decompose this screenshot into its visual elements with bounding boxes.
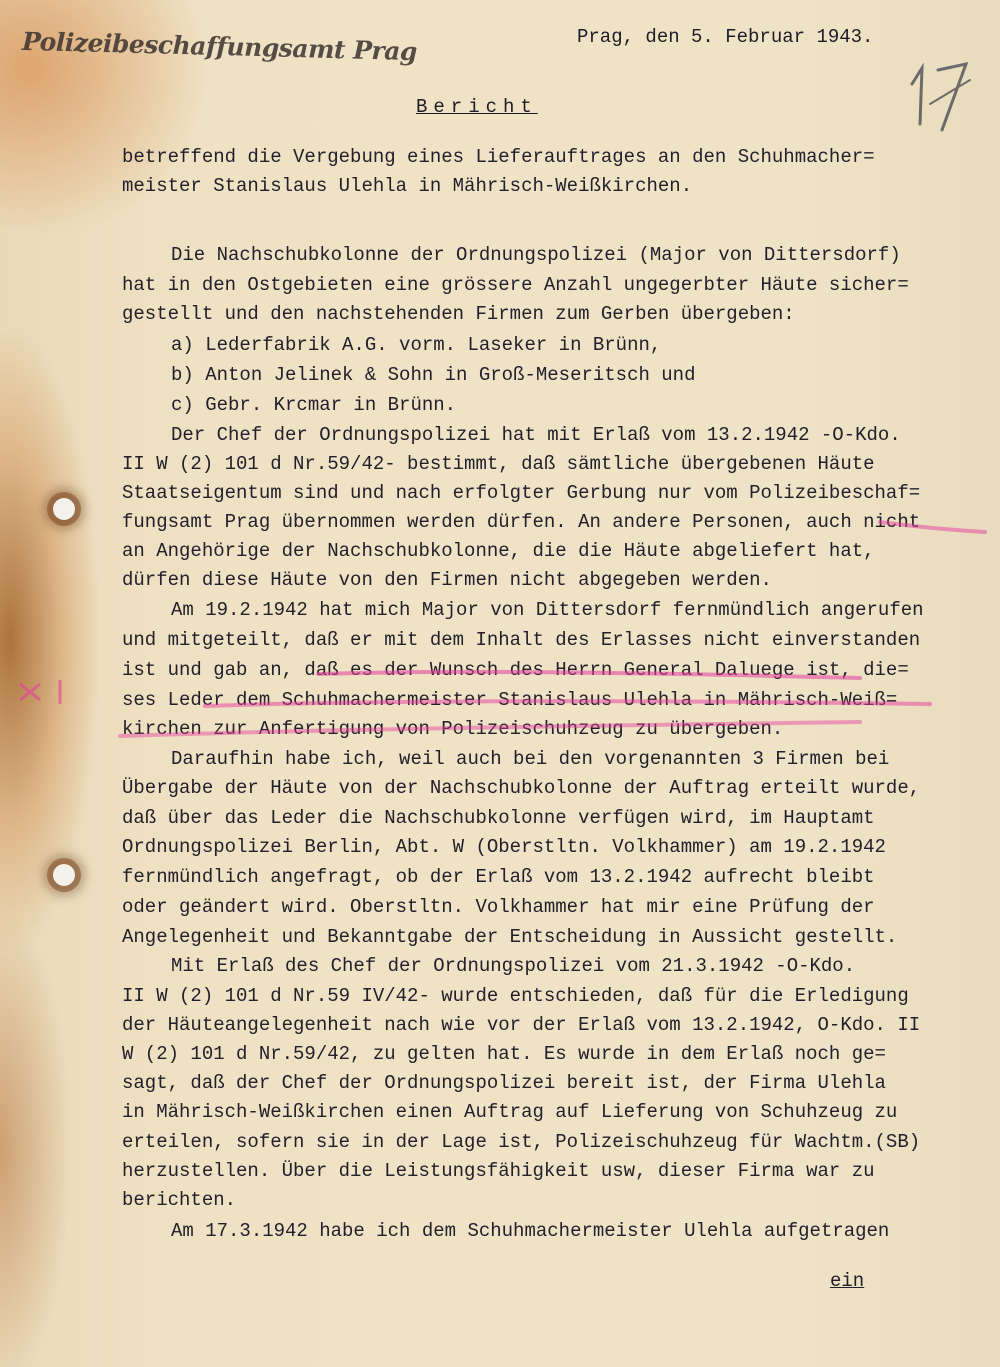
punch-hole-bottom	[53, 864, 75, 886]
text-line: ist und gab an, daß es der Wunsch des Herrn General Daluege ist, die=	[122, 659, 909, 681]
text-line: hat in den Ostgebieten eine grössere Anzahl ungegerbter Häute sicher=	[122, 274, 909, 296]
text-line: der Häuteangelegenheit nach wie vor der Erlaß vom 13.2.1942, O-Kdo. II	[122, 1014, 921, 1036]
text-line: Am 17.3.1942 habe ich dem Schuhmachermeister Ulehla aufgetragen	[171, 1220, 890, 1242]
text-line: ses Leder dem Schuhmachermeister Stanislaus Ulehla in Mährisch-Weiß=	[122, 689, 898, 711]
text-line: oder geändert wird. Oberstltn. Volkhammer hat mir eine Prüfung der	[122, 896, 875, 918]
text-line: Staatseigentum sind und nach erfolgter Gerbung nur vom Polizeibeschaf=	[122, 482, 921, 504]
text-line: daß über das Leder die Nachschubkolonne verfügen wird, im Hauptamt	[122, 807, 875, 829]
continuation-word: ein	[830, 1270, 865, 1292]
office-stamp: Polizeibeschaffungsamt Prag	[21, 26, 418, 67]
text-line: II W (2) 101 d Nr.59/42- bestimmt, daß sämtliche übergebenen Häute	[122, 453, 875, 475]
text-line: in Mährisch-Weißkirchen einen Auftrag auf Lieferung von Schuhzeug zu	[122, 1101, 898, 1123]
text-line: dürfen diese Häute von den Firmen nicht abgegeben werden.	[122, 569, 772, 591]
text-line: an Angehörige der Nachschubkolonne, die die Häute abgeliefert hat,	[122, 540, 875, 562]
text-line: und mitgeteilt, daß er mit dem Inhalt des Erlasses nicht einverstanden	[122, 629, 921, 651]
text-line: fungsamt Prag übernommen werden dürfen. An andere Personen, auch nicht	[122, 511, 921, 533]
text-line: fernmündlich angefragt, ob der Erlaß vom 13.2.1942 aufrecht bleibt	[122, 866, 875, 888]
text-line: meister Stanislaus Ulehla in Mährisch-Weißkirchen.	[122, 175, 693, 197]
text-line: Der Chef der Ordnungspolizei hat mit Erlaß vom 13.2.1942 -O-Kdo.	[171, 424, 901, 446]
text-line: Am 19.2.1942 hat mich Major von Dittersdorf fernmündlich angerufen	[171, 599, 924, 621]
punch-hole-top	[53, 498, 75, 520]
text-line: kirchen zur Anfertigung von Polizeischuhzeug zu übergeben.	[122, 718, 784, 740]
list-item: a) Lederfabrik A.G. vorm. Laseker in Brünn,	[171, 334, 662, 356]
text-line: sagt, daß der Chef der Ordnungspolizei bereit ist, der Firma Ulehla	[122, 1072, 886, 1094]
text-line: Die Nachschubkolonne der Ordnungspolizei (Major von Dittersdorf)	[171, 244, 901, 266]
text-line: Angelegenheit und Bekanntgabe der Entscheidung in Aussicht gestellt.	[122, 926, 898, 948]
text-line: Übergabe der Häute von der Nachschubkolonne der Auftrag erteilt wurde,	[122, 777, 921, 799]
report-title: Bericht	[416, 96, 538, 118]
text-line: W (2) 101 d Nr.59/42, zu gelten hat. Es wurde in dem Erlaß noch ge=	[122, 1043, 886, 1065]
list-item: b) Anton Jelinek & Sohn in Groß-Meseritsch und	[171, 364, 696, 386]
letter-date: Prag, den 5. Februar 1943.	[577, 26, 874, 48]
text-line: Daraufhin habe ich, weil auch bei den vorgenannten 3 Firmen bei	[171, 748, 890, 770]
text-line: II W (2) 101 d Nr.59 IV/42- wurde entschieden, daß für die Erledigung	[122, 985, 909, 1007]
text-line: erteilen, sofern sie in der Lage ist, Polizeischuhzeug für Wachtm.(SB)	[122, 1131, 921, 1153]
text-line: gestellt und den nachstehenden Firmen zum Gerben übergeben:	[122, 303, 795, 325]
text-line: herzustellen. Über die Leistungsfähigkeit usw, dieser Firma war zu	[122, 1160, 875, 1182]
text-line: berichten.	[122, 1189, 237, 1211]
handwritten-page-number	[900, 54, 1000, 134]
list-item: c) Gebr. Krcmar in Brünn.	[171, 394, 457, 416]
text-line: Ordnungspolizei Berlin, Abt. W (Oberstltn. Volkhammer) am 19.2.1942	[122, 836, 886, 858]
text-line: betreffend die Vergebung eines Lieferauftrages an den Schuhmacher=	[122, 146, 875, 168]
text-line: Mit Erlaß des Chef der Ordnungspolizei vom 21.3.1942 -O-Kdo.	[171, 955, 856, 977]
